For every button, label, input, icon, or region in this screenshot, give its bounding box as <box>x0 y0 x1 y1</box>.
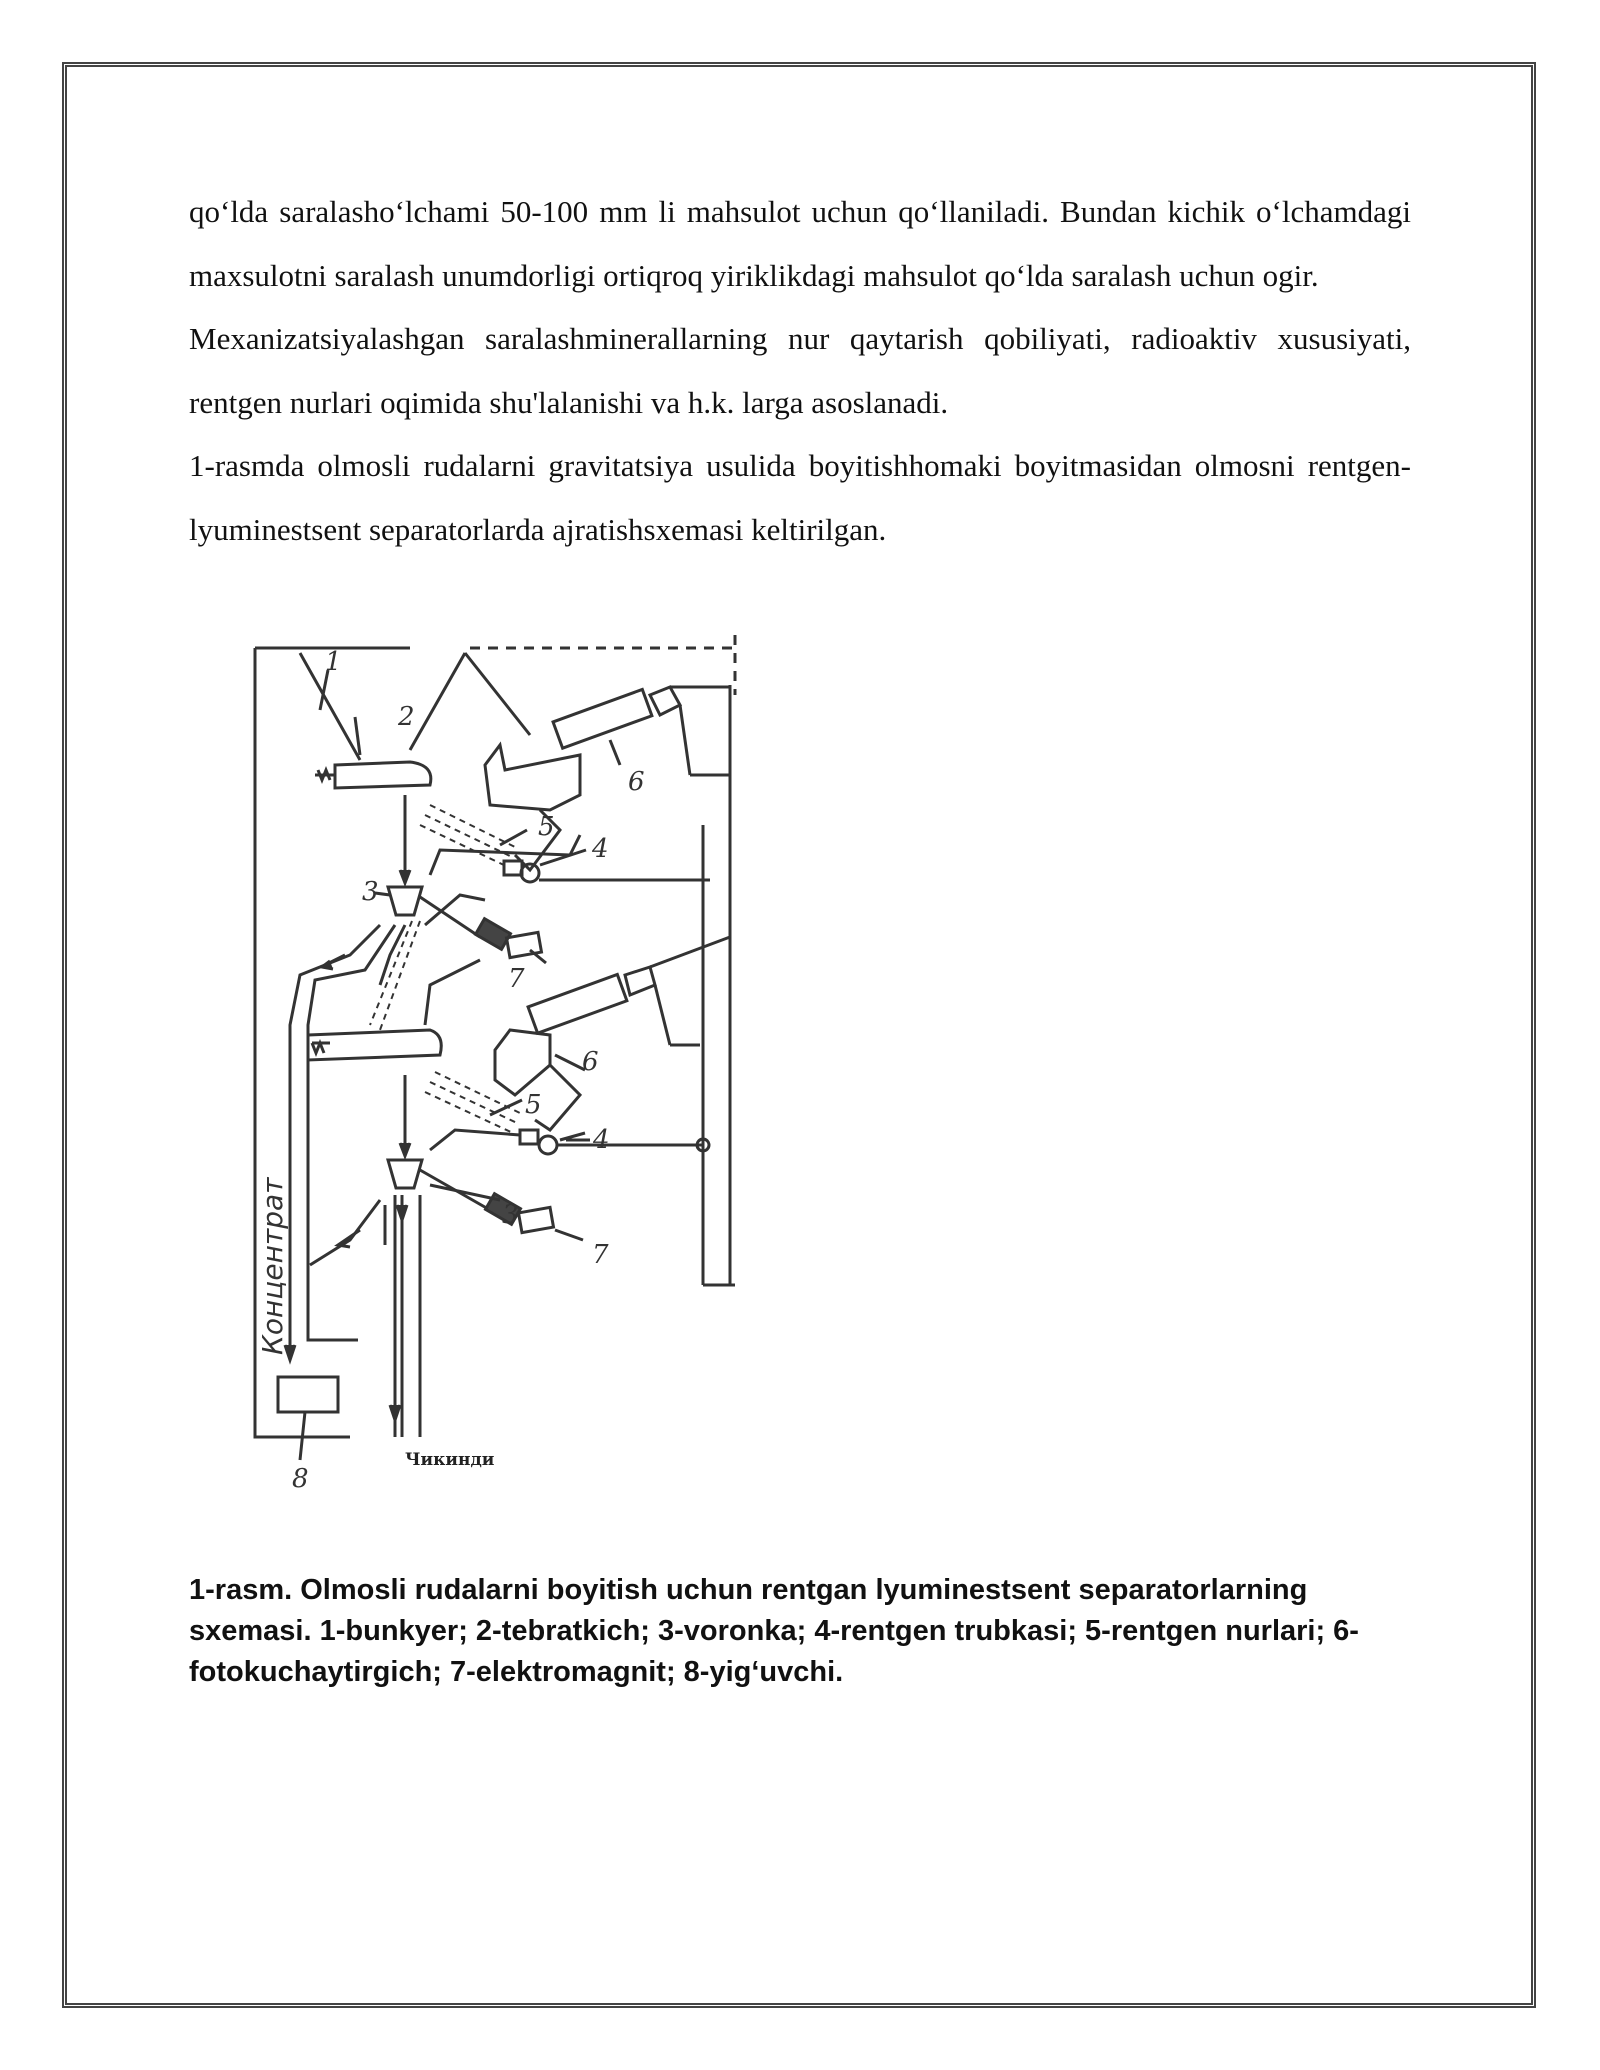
funnel-2 <box>388 1160 422 1188</box>
label-4b: 4 <box>593 1125 610 1155</box>
xray-tube-1-bulb <box>521 864 539 882</box>
paragraph: 1-rasmda olmosli rudalarni gravitatsiya usulida boyitishhomaki boyitmasidan olmosni rentgen-lyuminestsent separatorlarda ajratishsxemasi keltirilgan. <box>189 448 1411 547</box>
xray-tube-2-bulb <box>539 1136 557 1154</box>
funnel-1 <box>388 887 422 915</box>
label-3b: 3 <box>502 1200 519 1230</box>
photomultiplier-2 <box>528 974 627 1033</box>
label-7a: 7 <box>508 964 525 994</box>
separator-diagram-svg <box>230 625 750 1505</box>
paragraph: qo‘lda saralasho‘lchami 50-100 mm li mahsulot uchun qo‘llaniladi. Bundan kichik o‘lchamdagi maxsulotni saralash unumdorligi ortiqroq yiriklikdagi mahsulot qo‘lda saralash uchun ogir. <box>189 194 1411 293</box>
label-waste: Чикинди <box>405 1450 495 1470</box>
separator-diagram <box>230 625 750 1505</box>
paragraph: Mexanizatsiyalashgan saralashminerallarning nur qaytarish qobiliyati, radioaktiv xususiyati, rentgen nurlari oqimida shu'lalanishi va h.k. larga asoslanadi. <box>189 321 1411 420</box>
label-7b: 7 <box>592 1240 609 1270</box>
label-1: 1 <box>325 647 342 677</box>
photomultiplier-1 <box>553 689 652 748</box>
figure-caption: 1-rasm. Olmosli rudalarni boyitish uchun rentgan lyuminestsent separatorlarning sxemasi. 1-bunkyer; 2-tebratkich; 3-voronka; 4-rentgen trubkasi; 5-rentgen nurlari; 6-fotokuchaytirgich; 7-elektromagnit; 8-yig‘uvchi. <box>189 1574 1359 1688</box>
electromagnet-1 <box>476 919 511 950</box>
label-6b: 6 <box>582 1047 599 1077</box>
label-5b: 5 <box>525 1090 542 1120</box>
label-8: 8 <box>292 1464 309 1494</box>
label-4a: 4 <box>592 834 609 864</box>
label-2: 2 <box>398 702 415 732</box>
vibrator-1 <box>335 762 431 788</box>
xray-tube-1 <box>504 861 522 875</box>
vibrator-2 <box>308 1030 441 1060</box>
xray-tube-2 <box>520 1130 538 1144</box>
label-5a: 5 <box>538 812 555 842</box>
label-3a: 3 <box>362 877 379 907</box>
collector <box>278 1377 338 1412</box>
body-text <box>189 180 1411 561</box>
label-concentrate: Концентрат <box>256 1177 289 1355</box>
label-6a: 6 <box>628 767 645 797</box>
